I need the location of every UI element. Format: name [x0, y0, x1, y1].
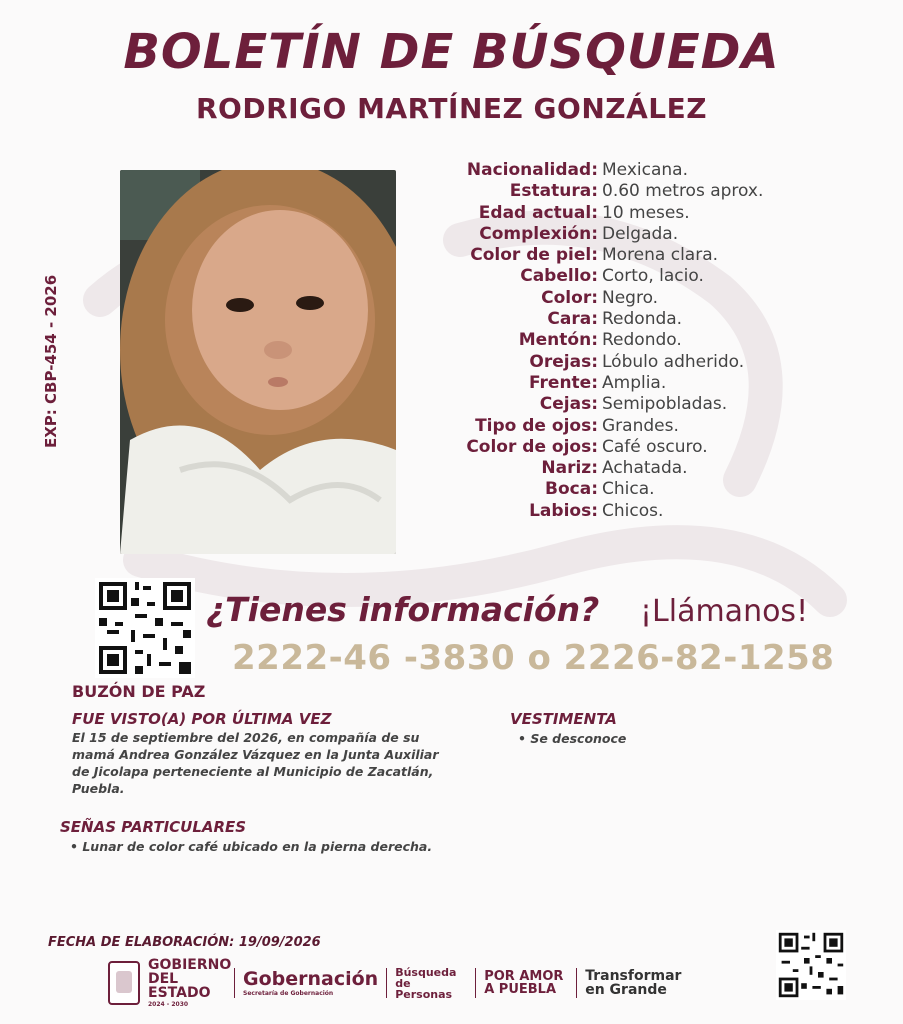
attribute-label: Nariz: [541, 458, 598, 479]
marks-item: • Lunar de color café ubicado en la pierna derecha. [70, 839, 433, 854]
attribute-value: Redonda. [602, 309, 683, 330]
attribute-value: Lóbulo adherido. [602, 351, 745, 372]
attribute-row [440, 224, 880, 245]
logo-separator [234, 968, 235, 998]
last-seen-line: de Jicolapa perteneciente al Municipio de Zacatlán, [72, 764, 434, 779]
attribute-row [440, 203, 880, 224]
attribute-row [440, 245, 880, 266]
last-seen-line: El 15 de septiembre del 2026, en compañía de su [72, 730, 420, 745]
attribute-label: Edad actual: [478, 202, 598, 223]
footer-logos [108, 958, 697, 1008]
attribute-value: Corto, lacio. [602, 266, 704, 287]
attribute-label: Labios: [529, 500, 598, 521]
attribute-label: Cejas: [539, 394, 598, 415]
attribute-value: Chica. [602, 479, 655, 500]
logo-gobernacion-text: Gobernación [243, 967, 379, 990]
attribute-row [440, 373, 880, 394]
info-question: ¿Tienes información? [206, 590, 600, 629]
attribute-value: Semipobladas. [602, 394, 728, 415]
attribute-value: Delgada. [602, 223, 679, 244]
attribute-value: Morena clara. [602, 245, 719, 266]
attribute-label: Color de ojos: [466, 436, 598, 457]
bulletin-title: BOLETÍN DE BÚSQUEDA [123, 24, 780, 80]
logo-gobernacion [243, 967, 379, 997]
attribute-value: 10 meses. [602, 202, 690, 223]
attribute-label: Frente: [529, 372, 598, 393]
state-seal-icon [108, 961, 140, 1005]
attribute-value: Chicos. [602, 500, 664, 521]
attribute-value: 0.60 metros aprox. [602, 181, 764, 202]
attribute-row [440, 479, 880, 500]
attribute-row [440, 394, 880, 415]
call-us-text: ¡Llámanos! [640, 594, 809, 629]
expediente-number: EXP: CBP-454 - 2026 [42, 274, 60, 448]
attribute-value: Redondo. [602, 330, 682, 351]
attribute-value: Mexicana. [602, 160, 688, 180]
last-seen-description [72, 729, 439, 797]
person-photo [120, 170, 396, 554]
attribute-label: Nacionalidad: [466, 160, 598, 180]
clothing-heading: VESTIMENTA [510, 710, 617, 728]
attributes-list [440, 160, 880, 522]
attribute-value: Amplia. [602, 372, 667, 393]
attribute-label: Mentón: [518, 330, 598, 351]
person-name: RODRIGO MARTÍNEZ GONZÁLEZ [195, 92, 708, 125]
attribute-row [440, 288, 880, 309]
attribute-value: Grandes. [602, 415, 679, 436]
buzon-de-paz-label: BUZÓN DE PAZ [72, 682, 206, 701]
attribute-value: Negro. [602, 287, 659, 308]
attribute-row [440, 352, 880, 373]
elaboration-date: FECHA DE ELABORACIÓN: 19/09/2026 [48, 935, 321, 950]
logo-gobernacion-sub: Secretaría de Gobernación [243, 989, 334, 997]
attribute-label: Orejas: [529, 351, 598, 372]
last-seen-line: Puebla. [72, 781, 125, 796]
attribute-label: Boca: [545, 479, 598, 500]
logo-separator [576, 968, 577, 998]
logo-por-amor-puebla: POR AMOR A PUEBLA [484, 969, 564, 997]
last-seen-heading: FUE VISTO(A) POR ÚLTIMA VEZ [72, 710, 332, 728]
attribute-row [440, 458, 880, 479]
footer-qr-code[interactable] [776, 930, 846, 1000]
clothing-item: • Se desconoce [518, 731, 627, 746]
attribute-value: Café oscuro. [602, 436, 708, 457]
attribute-label: Cabello: [520, 266, 598, 287]
attribute-row [440, 181, 880, 202]
attribute-row [440, 416, 880, 437]
logo-gobierno-text: GOBIERNO DEL ESTADO [148, 957, 232, 1001]
attribute-label: Complexión: [479, 223, 598, 244]
attribute-label: Tipo de ojos: [475, 415, 598, 436]
buzon-qr-code[interactable] [95, 578, 195, 678]
attribute-row [440, 309, 880, 330]
marks-heading: SEÑAS PARTICULARES [60, 818, 247, 836]
attribute-label: Cara: [547, 309, 598, 330]
logo-gobierno [148, 957, 232, 1008]
attribute-row [440, 501, 880, 522]
attribute-row [440, 160, 880, 181]
attribute-label: Color: [541, 287, 598, 308]
attribute-value: Achatada. [602, 458, 688, 479]
phone-numbers[interactable]: 2222-46 -3830 o 2226-82-1258 [232, 638, 835, 678]
logo-separator [475, 968, 476, 998]
attribute-row [440, 330, 880, 351]
logo-transformar: Transformar en Grande [585, 968, 682, 998]
last-seen-line: mamá Andrea González Vázquez en la Junta Auxiliar [72, 747, 439, 762]
logo-busqueda: Búsqueda de Personas [395, 965, 457, 1001]
logo-separator [386, 968, 387, 998]
logo-gobierno-years: 2024 - 2030 [148, 1001, 189, 1008]
attribute-label: Estatura: [509, 181, 598, 202]
attribute-row [440, 266, 880, 287]
attribute-label: Color de piel: [470, 245, 598, 266]
attribute-row [440, 437, 880, 458]
